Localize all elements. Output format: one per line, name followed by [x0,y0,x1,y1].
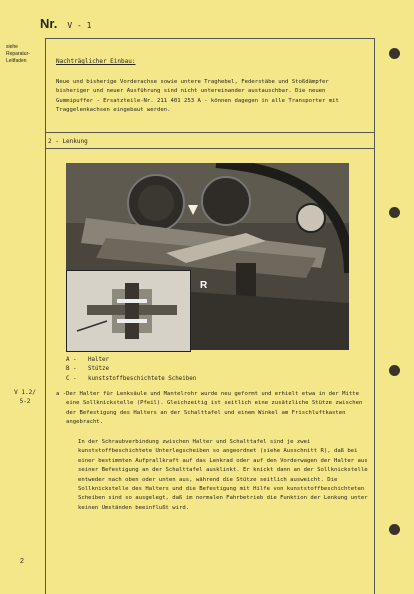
legend-item [66,356,196,365]
frame-top-line [45,38,375,39]
section-divider [45,132,374,133]
punch-hole [389,365,400,376]
intro-heading: Nachträglicher Einbau: [56,58,136,65]
section-title: 2 - Lenkung [48,138,88,145]
legend-text: Stütze [88,366,109,373]
margin-ref-line: 5-2 [19,398,31,405]
document-number [40,16,91,31]
legend-key: A - [66,357,77,363]
paragraph-label: a - [56,391,67,397]
paragraph-a-text: Der Halter für Lenksäule und Mantelrohr wurde neu geformt und erhielt etwa in der Mitte eine Sollknickstelle (Pfeil). Gleichzeitig ist seitlich eine zusätzliche Stütze zwischen der Befestigung des Halters an der Schalttafel und einem Winkel am Frischluftkasten angebracht. [66,391,363,426]
frame-right-line [374,38,375,594]
document-code: V - 1 [67,21,92,30]
margin-ref-line: V 1.2/ [14,389,36,396]
frame-left-line [45,38,46,594]
nr-label: Nr. [40,16,58,31]
paragraph-a [56,390,366,428]
legend-text: kunststoffbeschichtete Scheiben [88,375,197,382]
legend-item [66,375,196,384]
margin-reference [8,388,42,406]
inset-label: R [200,280,208,291]
punch-hole [389,524,400,535]
punch-hole [389,48,400,59]
legend-key: C - [66,375,77,382]
legend-key: B - [66,366,77,373]
punch-hole [389,207,400,218]
side-note: siehe Reparatur-Leitfaden [6,44,30,64]
intro-text: Neue und bisherige Vorderachse sowie untere Traghebel, Federstäbe und Stoßdämpfer bisheriger und neuer Ausführung sind nicht untereinander austauschbar. Die neuen Gummipuffer - Ersatzteile-Nr. 211 401 253 A - können dagegen in alle Transporter mit Traggelenkachsen eingebaut werden. [56,79,339,114]
legend-text: Halter [88,357,109,363]
detail-inset-r [66,270,191,352]
detail-inset-drawing [67,271,190,351]
section-divider [45,148,374,149]
paragraph-b: In der Schraubverbindung zwischen Halter und Schalttafel sind je zwei kunststoffbeschichtete Unterlegscheiben so angeordnet (siehe Ausschnitt R), daß bei einer bestimmten Aufprallkraft auf das Lenkrad oder auf den Vorderwagen der Halter aus seiner Befestigung an der Schalttafel ausklinkt. Er knickt dann an der Sollknickstelle entweder nach oben oder unten aus, während die Stütze seitlich ausweicht. Die Sollknickstelle des Halters und die Befestigung mit Hilfe von kunststoffbeschichteten Scheiben sind so ausgelegt, daß im normalen Fahrbetrieb die Funktion der Lenkung unter keinen Umständen beeinflußt wird. [78,439,368,511]
legend-item [66,365,196,374]
page-number: 2 [20,558,24,565]
figure-legend [66,356,196,384]
